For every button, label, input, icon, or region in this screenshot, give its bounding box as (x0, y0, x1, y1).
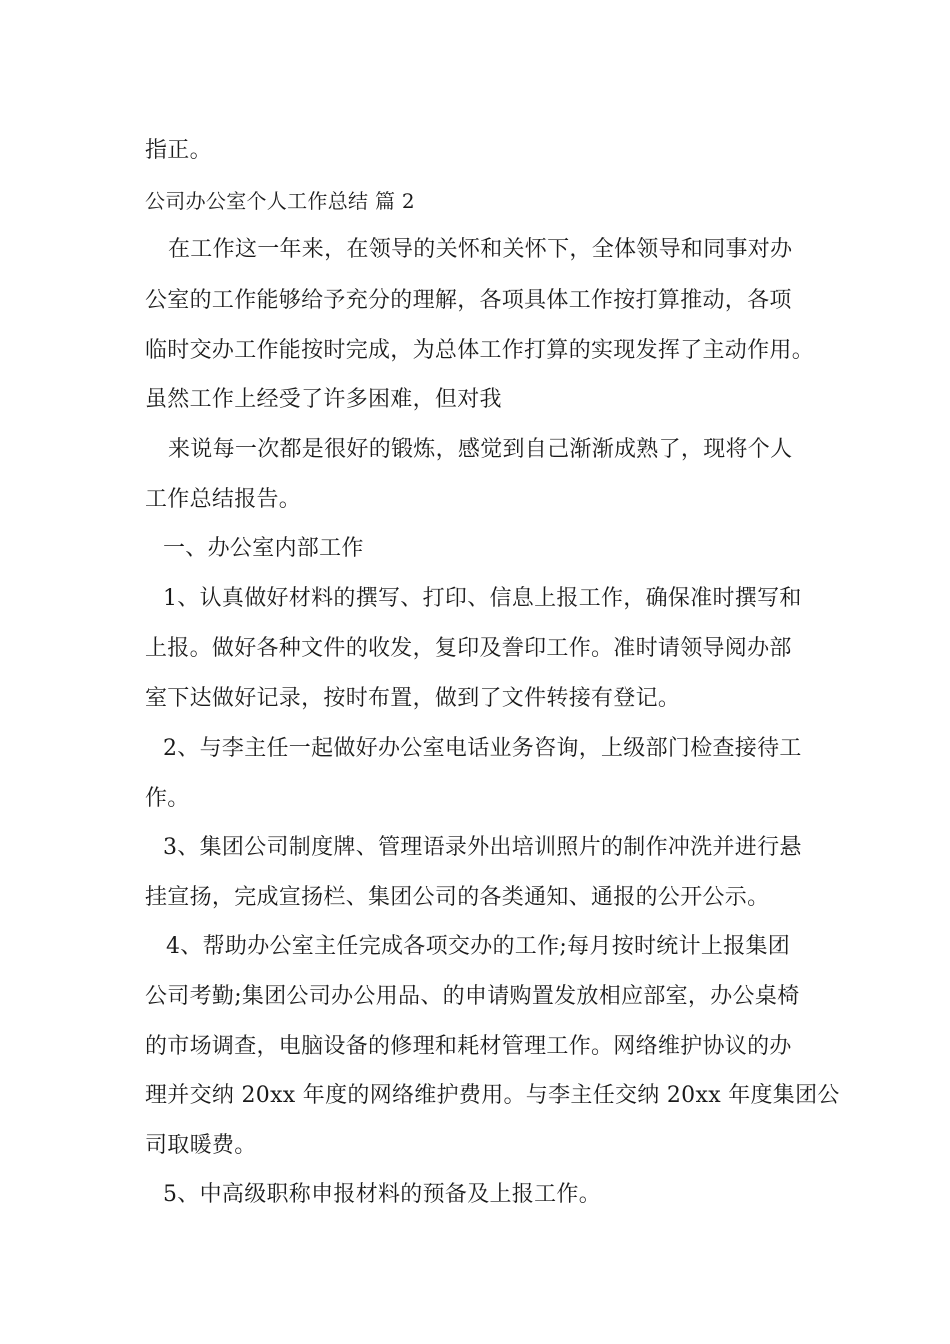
list-item: 2、与李主任一起做好办公室电话业务咨询，上级部门检查接待工 (163, 736, 802, 761)
text-line: 作。 (145, 786, 190, 811)
list-item: 4、帮助办公室主任完成各项交办的工作;每月按时统计上报集团 (166, 934, 791, 959)
text-line: 公室的工作能够给予充分的理解，各项具体工作按打算推动，各项 (145, 288, 792, 313)
list-item: 3、集团公司制度牌、管理语录外出培训照片的制作冲洗并进行悬 (163, 835, 802, 860)
text-line: 挂宣扬，完成宣扬栏、集团公司的各类通知、通报的公开公示。 (145, 885, 770, 910)
list-item: 5、中高级职称申报材料的预备及上报工作。 (163, 1182, 601, 1207)
text-line: 理并交纳 20xx 年度的网络维护费用。与李主任交纳 20xx 年度集团公 (145, 1083, 840, 1108)
text-line: 虽然工作上经受了许多困难，但对我 (145, 387, 502, 412)
text-line: 的市场调查，电脑设备的修理和耗材管理工作。网络维护协议的办 (145, 1034, 792, 1059)
text-line: 上报。做好各种文件的收发，复印及誊印工作。准时请领导阅办部 (145, 636, 792, 661)
text-line: 指正。 (145, 138, 212, 163)
subheading: 一、办公室内部工作 (163, 536, 364, 561)
text-line: 室下达做好记录，按时布置，做到了文件转接有登记。 (145, 686, 681, 711)
text-line: 公司考勤;集团公司办公用品、的申请购置发放相应部室，办公桌椅 (145, 984, 800, 1009)
section-heading: 公司办公室个人工作总结 篇 2 (145, 189, 415, 213)
text-line: 司取暖费。 (145, 1133, 257, 1158)
list-item: 1、认真做好材料的撰写、打印、信息上报工作，确保准时撰写和 (163, 586, 802, 611)
text-line: 来说每一次都是很好的锻炼，感觉到自己渐渐成熟了，现将个人 (168, 437, 793, 462)
text-line: 工作总结报告。 (145, 487, 302, 512)
text-line: 在工作这一年来，在领导的关怀和关怀下，全体领导和同事对办 (168, 237, 793, 262)
text-line: 临时交办工作能按时完成，为总体工作打算的实现发挥了主动作用。 (145, 338, 815, 363)
